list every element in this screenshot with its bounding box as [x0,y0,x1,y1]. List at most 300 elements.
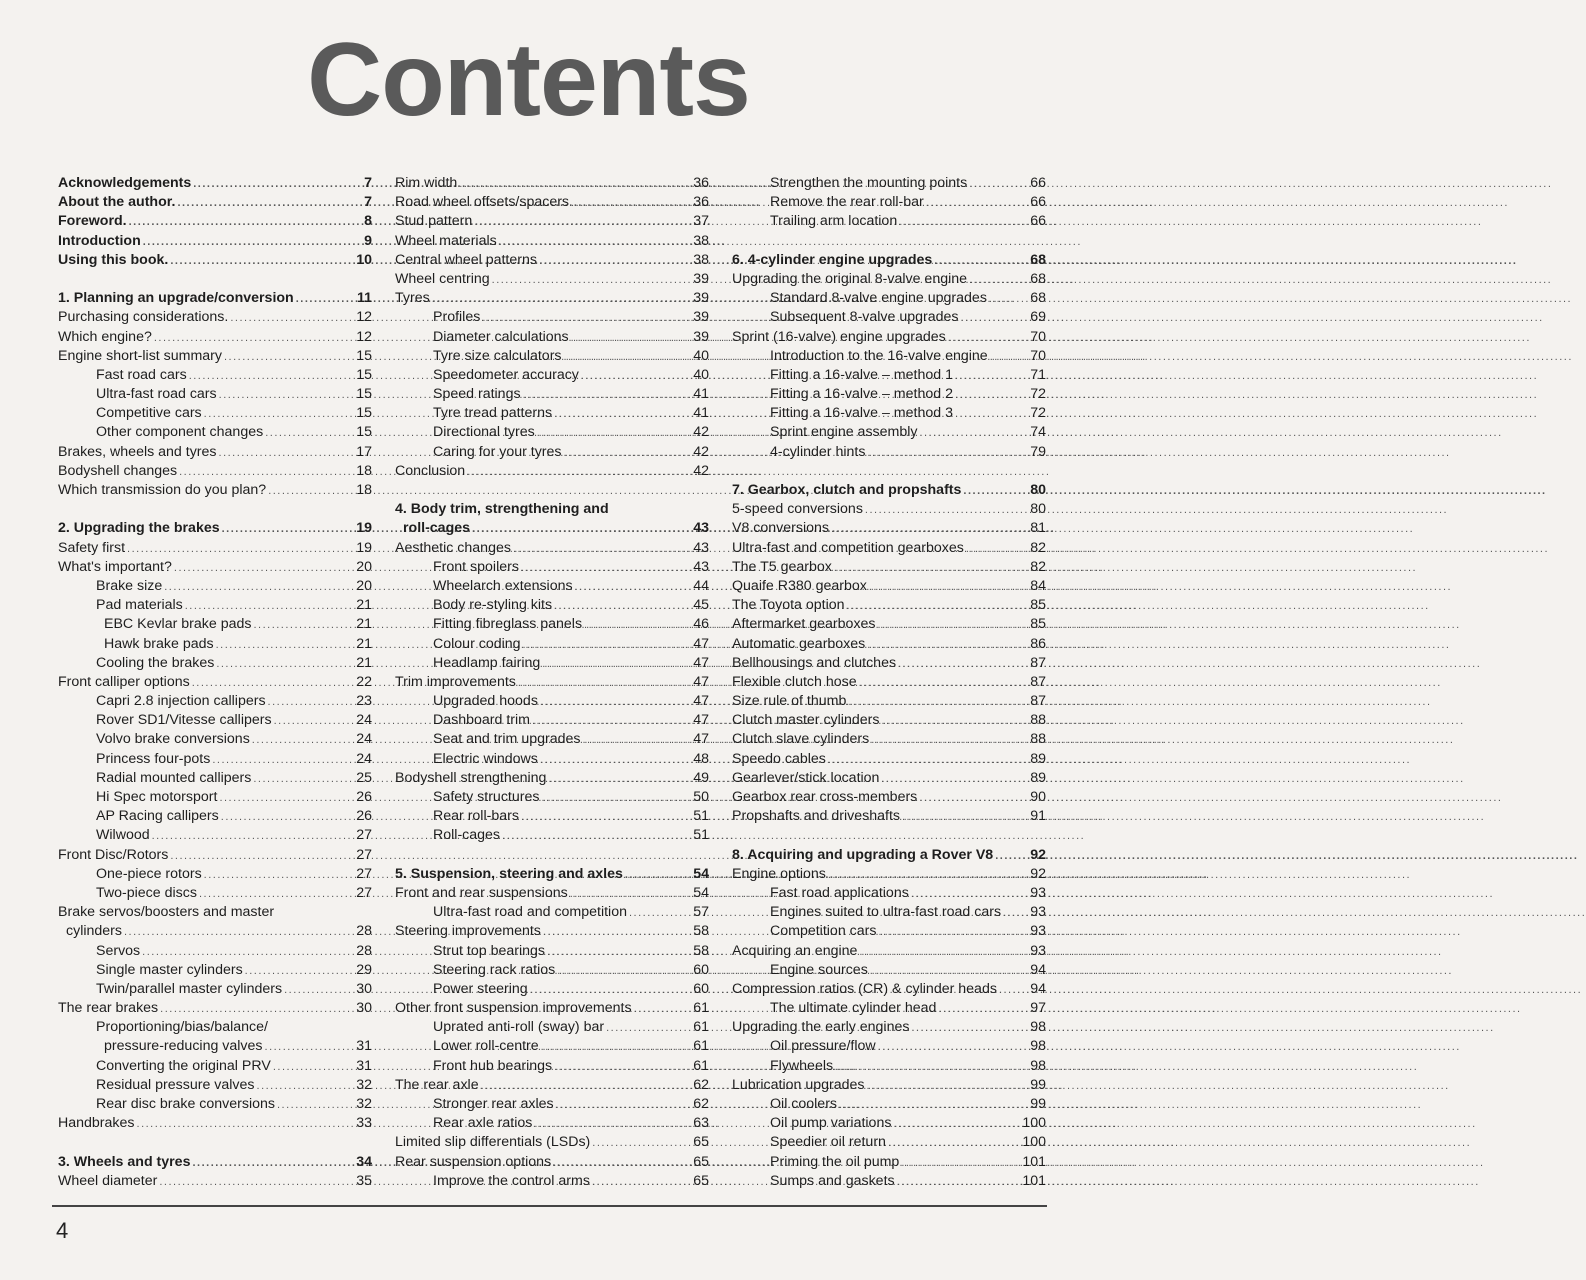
toc-page-number: 41 [693,386,709,403]
toc-entry-title: The T5 gearbox [732,558,832,575]
toc-entry [395,289,709,308]
toc-page-number: 18 [356,482,372,498]
toc-page-number: 43 [693,558,709,575]
dot-leader [581,367,691,386]
toc-page-number: 41 [693,405,709,422]
toc-entry [395,366,709,385]
toc-page-number: 36 [693,175,709,191]
dot-leader [556,1096,691,1115]
toc-entry [732,654,1046,673]
toc-entry [58,347,372,366]
toc-entry-title: Cooling the brakes [96,654,215,671]
toc-entry-title: Rear suspension options [395,1153,552,1170]
toc-entry-title: Conclusion [395,462,466,479]
toc-entry [732,1057,1046,1076]
toc-chapter-heading [732,251,1046,270]
toc-entry-title: Diameter calculations [433,328,569,345]
dot-leader [518,674,691,693]
toc-entry-title: The rear axle [395,1076,479,1093]
toc-entry [395,673,709,692]
dot-leader [948,329,1028,348]
toc-page-number: 51 [693,827,709,844]
dot-leader [592,1173,691,1192]
toc-entry-title: Bodyshell changes [58,462,178,479]
toc-entry-title: Handbrakes [58,1115,135,1132]
dot-leader [257,1077,354,1096]
toc-entry [732,884,1046,903]
toc-entry [732,558,1046,577]
dot-leader [606,1019,691,1038]
toc-entry-title: Which engine? [58,328,152,345]
toc-entry-title: Tyres [395,290,430,307]
toc-page-number: 72 [1030,386,1046,403]
toc-page-number: 27 [356,865,372,882]
toc-entry [58,1037,372,1056]
toc-entry [58,539,372,558]
dot-leader [265,1038,354,1057]
toc-entry-title: Steering rack ratios [433,961,556,978]
toc-entry [395,385,709,404]
dot-leader [221,808,354,827]
toc-entry-title: Pad materials [96,597,183,614]
toc-entry-title: Rear roll-bars [433,808,519,825]
toc-entry [58,328,372,347]
toc-entry [58,788,372,807]
toc-entry [395,328,709,347]
toc-page-number: 87 [1030,654,1046,671]
toc-page-number: 42 [693,424,709,441]
toc-page-number: 29 [356,961,372,978]
toc-entry-title: Speedier oil return [770,1134,886,1151]
toc-entry [732,730,1046,749]
toc-entry [732,385,1046,404]
toc-entry-title: 5. Suspension, steering and axles [395,865,623,882]
toc-entry-title: Front hub bearings [433,1057,553,1074]
dot-leader [899,213,1028,232]
dot-leader [152,827,354,846]
toc-entry-title: Which transmission do you plan? [58,482,267,498]
toc-page-number: 10 [356,251,372,268]
toc-page-number: 26 [356,789,372,805]
toc-entry [58,769,372,788]
toc-entry [732,443,1046,462]
toc-entry-title: cylinders [66,923,122,940]
dot-leader [955,405,1028,424]
toc-entry-title: Purchasing considerations. [58,309,229,326]
toc-page-number: 22 [356,673,372,690]
toc-entry [395,1114,709,1133]
toc-entry [58,673,372,692]
toc-page-number: 46 [693,616,709,633]
toc-entry-title: Lower roll-centre [433,1038,539,1055]
dot-leader [142,943,354,962]
toc-entry [732,673,1046,692]
toc-page-number: 39 [693,290,709,307]
dot-leader [1003,904,1028,923]
toc-chapter-heading [58,1153,372,1172]
page-title: Contents [307,22,750,138]
toc-entry-title: Wheel diameter [58,1172,158,1189]
dot-leader [571,329,691,348]
toc-entry-title: Rim width [395,175,458,191]
toc-page-number: 63 [693,1115,709,1132]
toc-entry [732,519,1046,538]
dot-leader [154,329,354,348]
toc-page-number: 21 [356,616,372,633]
dot-leader [185,597,354,616]
toc-entry-title: The ultimate cylinder head [770,1000,937,1017]
toc-page-number: 68 [1030,270,1046,287]
toc-entry-title: Compression ratios (CR) & cylinder heads [732,980,997,997]
dot-leader [869,578,1028,597]
toc-entry [395,251,709,270]
toc-chapter-heading [395,519,709,538]
dot-leader [253,616,354,635]
toc-entry-title: Wilwood [96,827,150,844]
toc-page-number: 89 [1030,750,1046,767]
dot-leader [919,789,1028,808]
toc-page-number: 47 [693,712,709,729]
toc-entry [395,232,709,251]
dot-leader [459,175,691,194]
toc-entry [732,270,1046,289]
toc-entry [395,730,709,749]
dot-leader [432,290,691,309]
toc-entry [732,999,1046,1018]
toc-page-number: 92 [1030,865,1046,882]
dot-leader [828,866,1028,885]
toc-entry-title: Servos [96,942,141,959]
toc-entry [395,443,709,462]
toc-entry [732,308,1046,327]
dot-leader [553,1154,691,1173]
toc-entry [732,289,1046,308]
dot-leader [557,962,691,981]
toc-entry-title: Twin/parallel master cylinders [96,980,283,997]
dot-leader [129,213,354,232]
dot-leader [230,309,354,328]
dot-leader [919,424,1028,443]
dot-leader [901,1154,1020,1173]
dot-leader [911,885,1028,904]
dot-leader [867,1077,1028,1096]
toc-entry-title: Clutch slave cylinders [732,731,870,748]
toc-entry-title: Volvo brake conversions [96,731,250,748]
toc-page-number: 30 [356,980,372,997]
toc-page-number: 62 [693,1076,709,1093]
toc-entry [58,308,372,327]
toc-entry-title: V8 conversions [732,520,829,537]
toc-entry-title: Priming the oil pump [770,1153,900,1170]
toc-entry-title: Single master cylinders [96,961,243,978]
dot-leader [482,309,691,328]
dot-leader [548,770,691,789]
dot-leader [127,540,354,559]
dot-leader [124,923,354,942]
toc-entry-title: Engines suited to ultra-fast road cars [770,904,1002,921]
toc-entry-title: Brakes, wheels and tyres [58,443,217,460]
toc-entry-title: Sumps and gaskets [770,1172,895,1189]
toc-entry [58,942,372,961]
toc-entry [732,711,1046,730]
toc-page-number: 100 [1022,1134,1046,1151]
toc-page-number: 38 [693,251,709,268]
toc-page-number: 32 [356,1096,372,1112]
toc-entry [58,826,372,845]
toc-entry [732,212,1046,231]
toc-entry-title: Wheel materials [395,232,497,249]
contents-column-2 [395,174,709,1191]
toc-page-number: 45 [693,597,709,614]
dot-leader [625,866,691,885]
dot-leader [898,655,1028,674]
toc-entry-title: Quaife R380 gearbox [732,577,867,594]
toc-page-number: 61 [693,1019,709,1036]
toc-entry-title: Central wheel patterns [395,251,537,268]
toc-page-number: 28 [356,942,372,959]
dot-leader [160,1000,354,1019]
dot-leader [537,424,691,443]
dot-leader [137,1115,354,1134]
toc-page-number: 86 [1030,635,1046,652]
toc-entry [732,788,1046,807]
toc-entry-title: What's important? [58,558,172,575]
toc-chapter-heading [732,846,1046,865]
toc-entry [58,481,372,500]
toc-page-number: 81 [1030,520,1046,537]
toc-page-number: 20 [356,577,372,594]
toc-entry [395,212,709,231]
toc-page-number: 39 [693,270,709,287]
toc-entry [58,711,372,730]
toc-page-number: 47 [693,673,709,690]
toc-entry [732,615,1046,634]
dot-leader [848,693,1028,712]
toc-page-number: 47 [693,731,709,748]
toc-entry [732,1076,1046,1095]
toc-page-number: 82 [1030,539,1046,556]
toc-page-number: 68 [1030,290,1046,307]
dot-leader [881,770,1028,789]
dot-leader [989,290,1028,309]
toc-entry [58,865,372,884]
dot-leader [219,386,354,405]
dot-leader [969,175,1028,194]
toc-entry-title: Two-piece discs [96,884,197,901]
dot-leader [296,290,354,309]
toc-page-number: 88 [1030,731,1046,748]
toc-page-number: 80 [1030,501,1046,518]
toc-entry [395,826,709,845]
toc-entry [732,404,1046,423]
dot-leader [878,1038,1028,1057]
toc-page-number: 36 [693,194,709,211]
toc-page-number: 26 [356,808,372,825]
dot-leader [472,520,691,539]
toc-entry-title: 4. Body trim, strengthening and [395,501,609,518]
toc-entry-title: Clutch master cylinders [732,712,880,729]
toc-entry-title: 7. Gearbox, clutch and propshafts [732,482,962,498]
section-spacer [58,500,372,519]
toc-page-number: 31 [356,1057,372,1074]
toc-entry [732,174,1046,193]
toc-page-number: 94 [1030,980,1046,997]
toc-page-number: 35 [356,1172,372,1189]
toc-entry [58,1114,372,1133]
toc-page-number: 91 [1030,808,1046,825]
toc-entry-title: Rear axle ratios [433,1115,533,1132]
dot-leader [193,175,354,194]
toc-page-number: 97 [1030,1000,1046,1017]
toc-page-number: 42 [693,443,709,460]
toc-entry [395,1076,709,1095]
toc-entry-title: Brake servos/boosters and master [58,904,275,921]
toc-entry [395,788,709,807]
dot-leader [474,213,691,232]
toc-entry-title: Engine short-list summary [58,347,222,364]
toc-entry-title: Capri 2.8 injection callipers [96,693,266,710]
toc-entry [395,423,709,442]
toc-entry [395,174,709,193]
toc-entry [58,980,372,999]
toc-page-number: 70 [1030,347,1046,364]
toc-page-number: 65 [693,1153,709,1170]
toc-page-number: 50 [693,789,709,805]
dot-leader [969,271,1028,290]
toc-page-number: 9 [364,232,372,249]
dot-leader [893,1115,1020,1134]
dot-leader [216,636,354,655]
toc-entry [732,539,1046,558]
dot-leader [268,482,354,501]
toc-entry-title: Tyre tread patterns [433,405,553,422]
toc-page-number: 20 [356,558,372,575]
dot-leader [634,1000,691,1019]
toc-entry-title: Engine sources [770,961,868,978]
toc-page-number: 31 [356,1038,372,1055]
toc-entry-title: Caring for your tyres [433,443,562,460]
section-spacer [395,846,709,865]
toc-page-number: 66 [1030,175,1046,191]
toc-page-number: 40 [693,366,709,383]
dot-leader [189,367,354,386]
toc-entry-title: Competitive cars [96,405,202,422]
toc-page-number: 93 [1030,904,1046,921]
toc-entry [58,577,372,596]
toc-entry [732,903,1046,922]
dot-leader [955,386,1028,405]
toc-entry-title: Converting the original PRV [96,1057,271,1074]
toc-entry [58,615,372,634]
toc-entry [58,1172,372,1191]
dot-leader [170,252,354,271]
toc-page-number: 47 [693,635,709,652]
toc-entry-title: 4-cylinder hints [770,443,866,460]
toc-page-number: 61 [693,1000,709,1017]
toc-page-number: 40 [693,347,709,364]
toc-entry [395,961,709,980]
toc-entry [58,999,372,1018]
toc-page-number: 25 [356,769,372,786]
toc-entry [58,654,372,673]
dot-leader [199,885,354,904]
toc-entry [732,807,1046,826]
dot-leader [564,444,691,463]
toc-entry [395,1133,709,1152]
dot-leader [541,789,691,808]
toc-chapter-heading [58,289,372,308]
toc-entry-title: Acquiring an engine [732,942,858,959]
toc-page-number: 12 [356,328,372,345]
toc-page-number: 85 [1030,616,1046,633]
toc-page-number: 88 [1030,712,1046,729]
toc-page-number: 34 [356,1153,372,1170]
dot-leader [839,1096,1028,1115]
toc-entry-title: Proportioning/bias/balance/ [96,1019,268,1036]
toc-entry [58,961,372,980]
toc-entry [732,942,1046,961]
toc-entry-title: Dashboard trim [433,712,530,729]
toc-entry [732,193,1046,212]
toc-entry-title: Stud pattern [395,213,473,230]
dot-leader [570,885,691,904]
toc-entry-title: Propshafts and driveshafts [732,808,900,825]
toc-entry-title: Strut top bearings [433,942,545,959]
toc-page-number: 8 [364,213,372,230]
dot-leader [831,520,1028,539]
toc-entry-title: Front and rear suspensions [395,884,568,901]
dot-leader [277,1096,354,1115]
toc-page-number: 69 [1030,309,1046,326]
toc-entry-title: Limited slip differentials (LSDs) [395,1134,591,1151]
toc-entry-title: Stronger rear axles [433,1096,554,1112]
toc-entry-title: Fast road applications [770,884,909,901]
toc-chapter-heading [58,212,372,231]
toc-entry [58,750,372,769]
toc-entry-title: Fitting a 16-valve – method 2 [770,386,953,403]
toc-entry [58,692,372,711]
toc-page-number: 58 [693,923,709,940]
dot-leader [216,655,354,674]
toc-entry-title: Gearbox rear cross-members [732,789,918,805]
dot-leader [274,712,354,731]
toc-entry [732,980,1046,999]
toc-entry [58,1018,372,1037]
toc-entry-title: 6. 4-cylinder engine upgrades [732,251,933,268]
toc-entry-title: Acknowledgements [58,175,192,191]
toc-page-number: 79 [1030,443,1046,460]
toc-page-number: 61 [693,1038,709,1055]
toc-entry-title: Tyre size calculators [433,347,562,364]
toc-page-number: 98 [1030,1038,1046,1055]
toc-entry-title: Radial mounted callipers [96,769,252,786]
toc-entry-title: Wheel centring [395,270,490,287]
dot-leader [878,616,1028,635]
dot-leader [629,904,691,923]
toc-entry-title: Aesthetic changes [395,539,511,556]
toc-entry [58,423,372,442]
toc-entry-title: Flexible clutch hose [732,673,857,690]
section-spacer [58,270,372,289]
section-spacer [732,232,1046,251]
footer-divider [52,1205,1047,1207]
toc-page-number: 27 [356,884,372,901]
toc-entry [732,366,1046,385]
dot-leader [492,271,691,290]
dot-leader [268,693,354,712]
toc-entry [58,462,372,481]
dot-leader [219,789,354,808]
